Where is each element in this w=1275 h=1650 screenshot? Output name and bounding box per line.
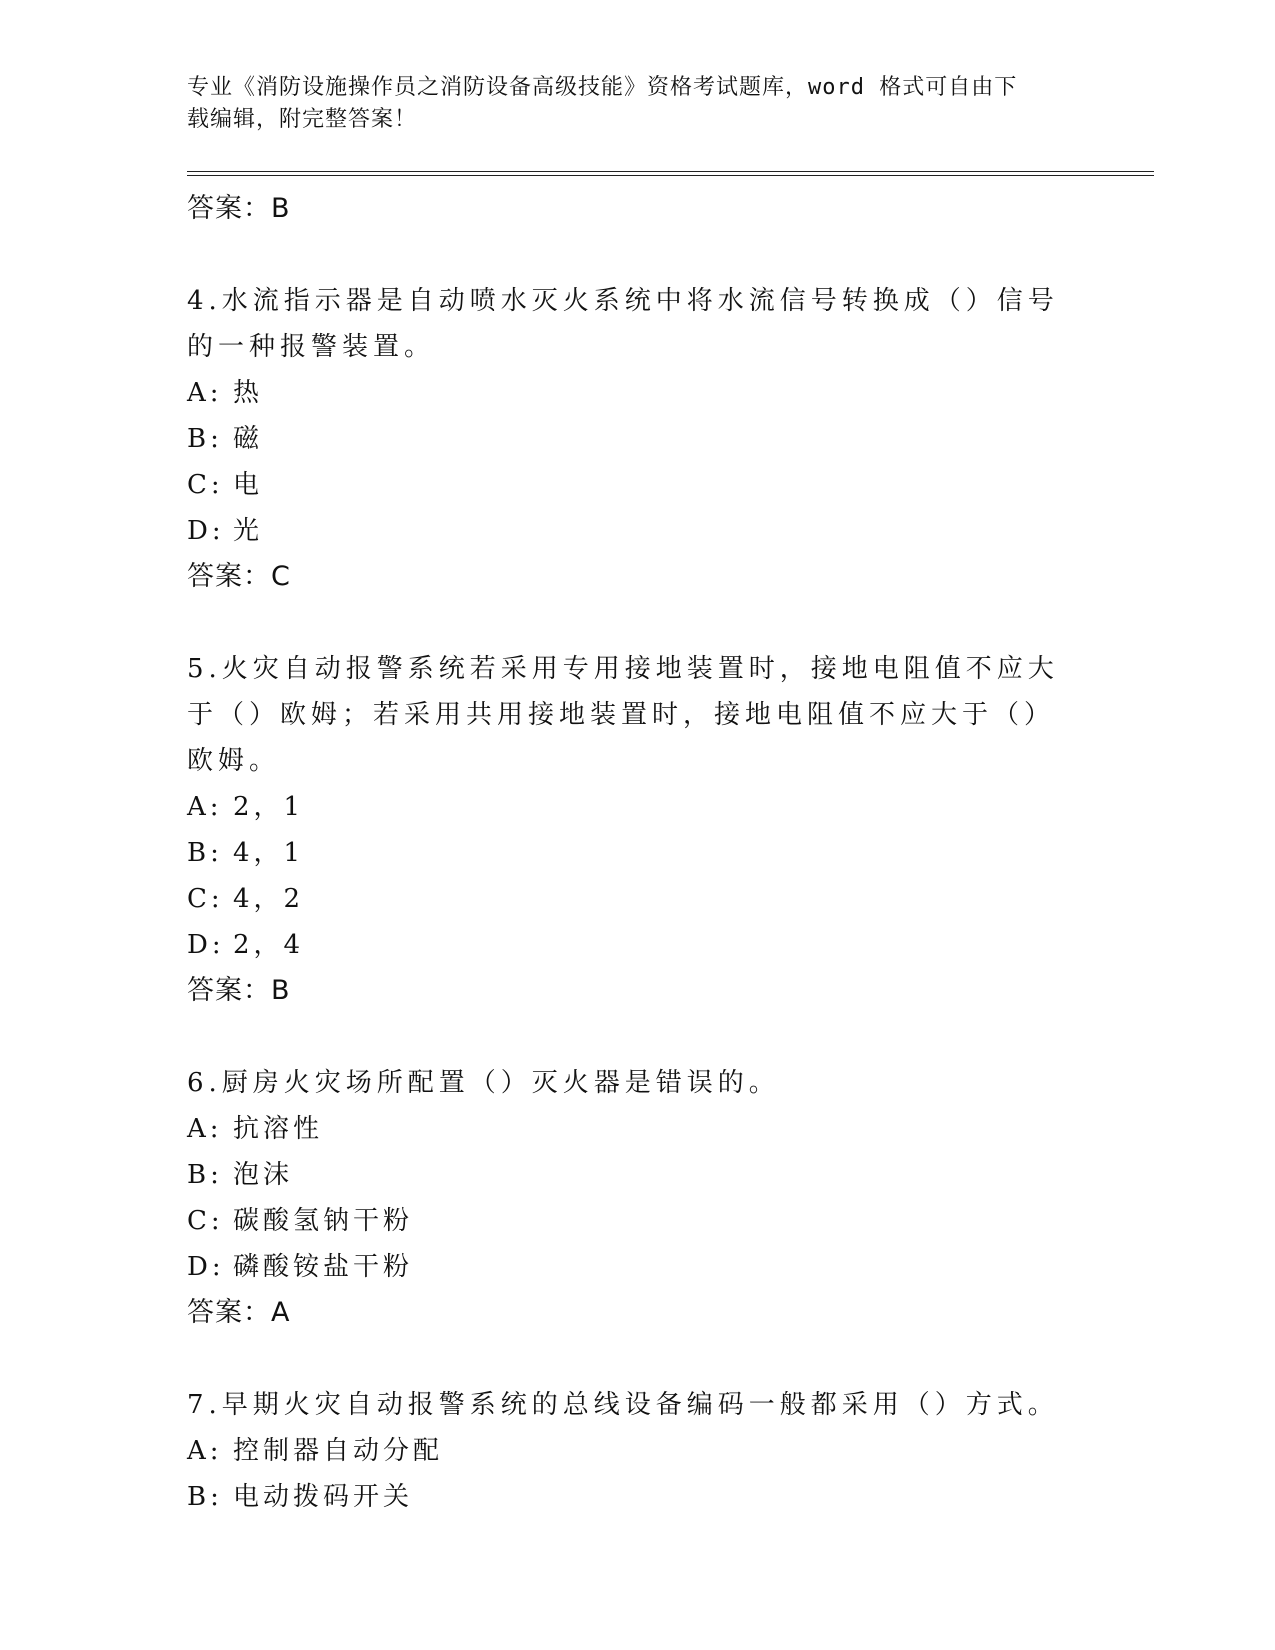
answer-line: 答案：A	[187, 1297, 291, 1328]
option-letter: D:	[187, 1252, 225, 1282]
option-c	[187, 876, 1067, 922]
option-text: 磁	[233, 424, 264, 454]
header-divider-bottom	[187, 175, 1154, 176]
header-line-2: 载编辑，附完整答案！	[187, 107, 418, 132]
option-c	[187, 462, 1067, 508]
question-block	[187, 278, 1067, 600]
option-letter: C:	[187, 1206, 224, 1236]
option-text: 泡沫	[233, 1160, 294, 1190]
answer-line: 答案：B	[187, 193, 291, 224]
option-b	[187, 1474, 1067, 1520]
question-text: 4.水流指示器是自动喷水灭火系统中将水流信号转换成（）信号的一种报警装置。	[187, 286, 1059, 362]
header-line-1: 专业《消防设施操作员之消防设备高级技能》资格考试题库，word 格式可自由下	[187, 75, 1018, 100]
option-text: 光	[233, 516, 264, 546]
option-d	[187, 1244, 1067, 1290]
option-letter: A:	[187, 1436, 223, 1466]
option-text: 碳酸氢钠干粉	[233, 1206, 414, 1236]
option-letter: D:	[187, 930, 225, 960]
option-text: 4，2	[233, 884, 305, 914]
option-b	[187, 416, 1067, 462]
option-a	[187, 784, 1067, 830]
option-c	[187, 1198, 1067, 1244]
option-d	[187, 922, 1067, 968]
question-list	[187, 186, 1067, 1520]
option-letter: D:	[187, 516, 225, 546]
option-letter: A:	[187, 378, 223, 408]
option-text: 抗溶性	[233, 1114, 324, 1144]
option-text: 2，1	[233, 792, 305, 822]
option-letter: A:	[187, 792, 223, 822]
option-b	[187, 1152, 1067, 1198]
option-a	[187, 370, 1067, 416]
question-block	[187, 1060, 1067, 1336]
option-letter: C:	[187, 470, 224, 500]
option-letter: C:	[187, 884, 224, 914]
option-a	[187, 1428, 1067, 1474]
answer-line: 答案：B	[187, 975, 291, 1006]
option-text: 热	[233, 378, 264, 408]
option-letter: B:	[187, 1482, 223, 1512]
option-text: 电	[233, 470, 264, 500]
option-letter: B:	[187, 1160, 223, 1190]
option-letter: A:	[187, 1114, 223, 1144]
option-text: 控制器自动分配	[233, 1436, 444, 1466]
option-letter: B:	[187, 424, 223, 454]
option-b	[187, 830, 1067, 876]
answer-line: 答案：C	[187, 561, 291, 592]
question-text: 5.火灾自动报警系统若采用专用接地装置时，接地电阻值不应大于（）欧姆；若采用共用接地装置时，接地电阻值不应大于（）欧姆。	[187, 654, 1059, 776]
option-text: 磷酸铵盐干粉	[233, 1252, 414, 1282]
option-a	[187, 1106, 1067, 1152]
option-d	[187, 508, 1067, 554]
question-text: 7.早期火灾自动报警系统的总线设备编码一般都采用（）方式。	[187, 1390, 1059, 1420]
question-text: 6.厨房火灾场所配置（）灭火器是错误的。	[187, 1068, 780, 1098]
option-text: 电动拨码开关	[233, 1482, 414, 1512]
question-block	[187, 1382, 1067, 1520]
question-block	[187, 646, 1067, 1014]
option-text: 2，4	[233, 930, 305, 960]
document-header	[187, 72, 1067, 136]
option-text: 4，1	[233, 838, 305, 868]
header-divider-top	[187, 171, 1154, 172]
option-letter: B:	[187, 838, 223, 868]
